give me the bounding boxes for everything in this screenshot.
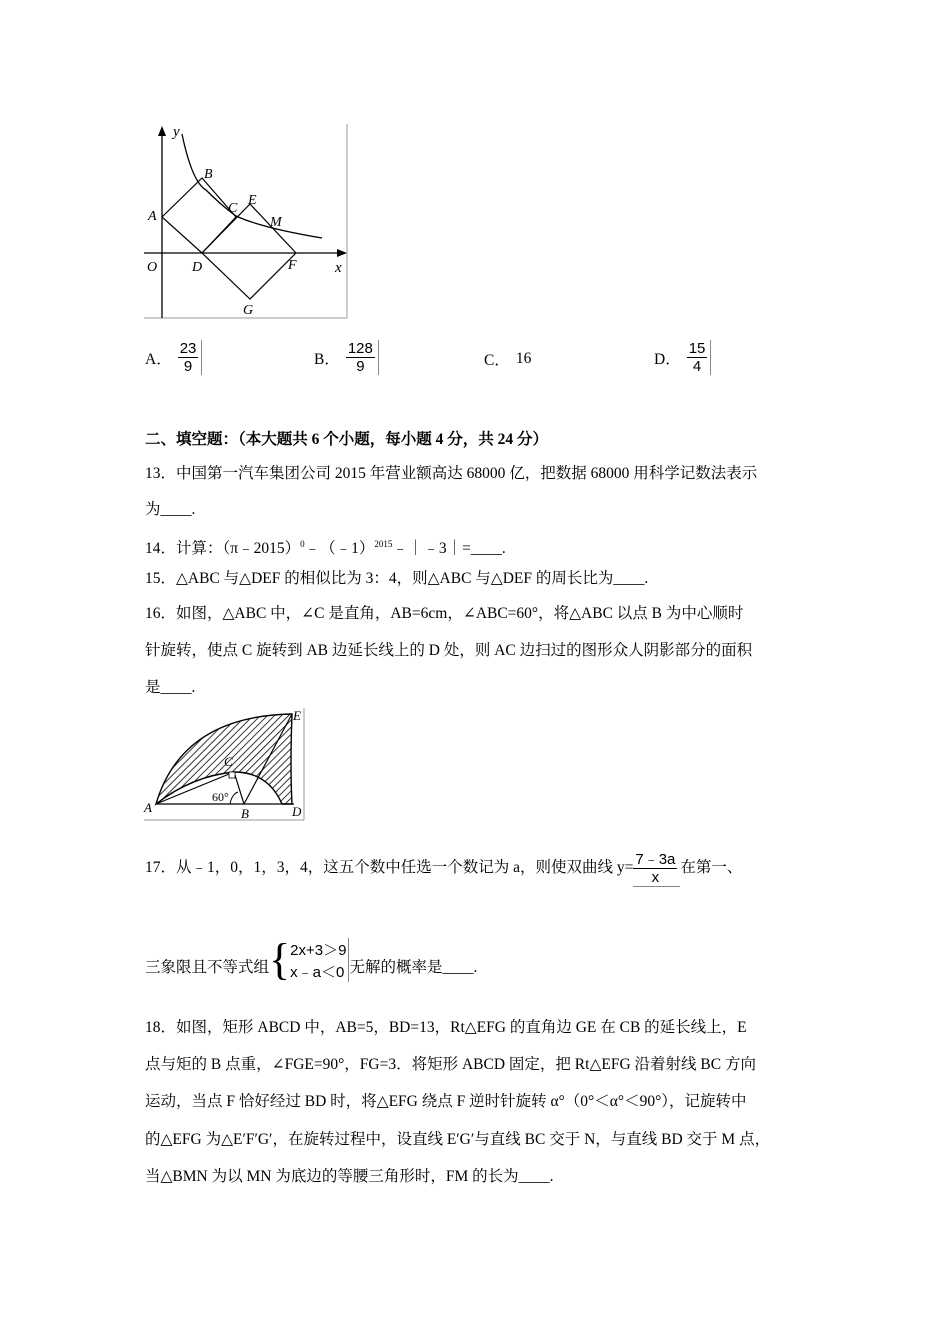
option-letter: B． <box>314 350 340 368</box>
square-abcd <box>162 178 236 253</box>
label-x: x <box>335 260 342 276</box>
label-c: C <box>228 201 238 216</box>
label-d: D <box>192 260 203 275</box>
q16-line1: 16．如图，△ABC 中，∠C 是直角，AB=6cm，∠ABC=60°，将△ABC 以点 B 为中心顺时 <box>145 605 744 622</box>
q16-line2: 针旋转，使点 C 旋转到 AB 边延长线上的 D 处，则 AC 边扫过的图形众人阴影部分的面积 <box>145 642 753 659</box>
label-a: A <box>148 209 157 224</box>
label-c: C <box>224 754 233 769</box>
q13-line1: 13．中国第一汽车集团公司 2015 年营业额高达 68000 亿，把数据 68000 用科学记数法表示 <box>145 465 758 482</box>
option-b <box>314 340 379 375</box>
section-heading: 二、填空题：（本大题共 6 个小题，每小题 4 分，共 24 分） <box>145 431 549 448</box>
label-g: G <box>243 303 254 318</box>
option-letter: D． <box>654 350 681 368</box>
x-axis-arrow <box>337 249 347 257</box>
q17-line1: 17．从﹣1，0，1，3，4，这五个数中任选一个数记为 a，则使双曲线 y= $\frac{7﹣3a}{x}$ 在第一、 <box>145 851 743 887</box>
label-y: y <box>173 124 180 140</box>
q16-line3: 是____. <box>145 679 196 696</box>
q15: 15．△ABC 与△DEF 的相似比为 3：4，则△ABC 与△DEF 的周长比为____. <box>145 570 649 587</box>
square-defg <box>202 204 296 299</box>
figure-coordinate-graph <box>142 122 352 320</box>
option-c <box>484 348 531 370</box>
q18-line1: 18．如图，矩形 ABCD 中，AB=5，BD=13，Rt△EFG 的直角边 GE 在 CB 的延长线上，E <box>145 1019 747 1036</box>
label-e: E <box>248 193 257 208</box>
q17-fraction: $\frac{7﹣3a}{x}$ <box>633 851 680 887</box>
label-b: B <box>204 167 213 182</box>
hyperbola-curve <box>182 134 322 238</box>
angle-label: 60° <box>212 790 229 804</box>
y-axis-arrow <box>158 126 166 136</box>
label-o: O <box>147 260 158 275</box>
label-m: M <box>270 215 282 230</box>
label-e: E <box>293 708 301 723</box>
option-letter: A． <box>145 350 172 368</box>
angle-arc <box>230 792 238 804</box>
right-angle-mark <box>229 772 235 778</box>
q18-line3: 运动，当点 F 恰好经过 BD 时，将△EFG 绕点 F 逆时针旋转 α°（0°＜α°＜90°），记旋转中 <box>145 1093 747 1110</box>
option-fraction: $\frac{23}{9}$ <box>178 340 203 375</box>
q18-line5: 当△BMN 为以 MN 为底边的等腰三角形时，FM 的长为____. <box>145 1168 554 1185</box>
option-fraction: $\frac{15}{4}$ <box>687 340 712 375</box>
segment-bc <box>234 772 244 804</box>
label-f: F <box>288 258 297 273</box>
inequality-system: { 2x+3＞9 x﹣a＜0 <box>269 938 349 982</box>
label-b: B <box>241 806 249 821</box>
option-d <box>654 340 711 375</box>
label-d: D <box>292 804 302 819</box>
q14: 14．计算：（π﹣2015）$^0$﹣（﹣1）$^{2015}$﹣｜﹣3｜=____. <box>145 539 506 558</box>
option-value: 16 <box>515 350 532 367</box>
q17-line2: 三象限且不等式组 { 2x+3＞9 x﹣a＜0 无解的概率是____. <box>145 935 478 984</box>
option-a <box>145 340 202 375</box>
figure-rotation-shaded <box>142 706 307 822</box>
q13-line2: 为____. <box>145 501 196 518</box>
option-fraction: $\frac{128}{9}$ <box>346 340 379 375</box>
q18-line2: 点与矩的 B 点重，∠FGE=90°，FG=3．将矩形 ABCD 固定，把 Rt△EFG 沿着射线 BC 方向 <box>145 1056 756 1073</box>
q18-line4: 的△EFG 为△E′F′G′，在旋转过程中，设直线 E′G′与直线 BC 交于 N，与直线 BD 交于 M 点， <box>145 1131 771 1148</box>
label-a: A <box>144 800 152 815</box>
option-letter: C． <box>484 352 510 369</box>
